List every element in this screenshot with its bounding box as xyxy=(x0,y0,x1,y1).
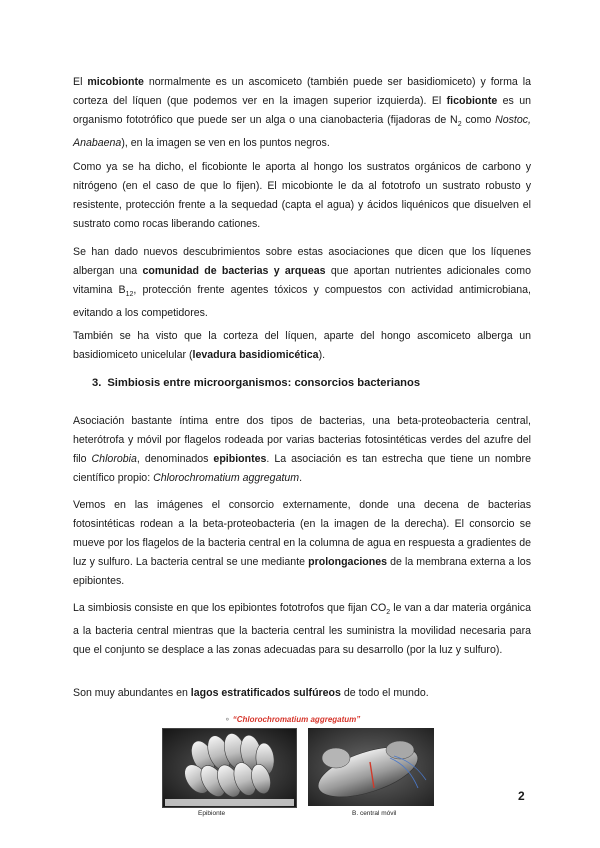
figure-caption-text: “Chlorochromatium aggregatum” xyxy=(232,715,361,724)
paragraph-corteza xyxy=(73,327,531,365)
paragraph-abundantes xyxy=(73,684,531,703)
sem-image-central-bacterium xyxy=(308,728,434,806)
bold-term-prolongaciones: prolongaciones xyxy=(308,556,387,568)
bold-term-ficobionte: ficobionte xyxy=(446,95,498,107)
paragraph-asociacion xyxy=(73,412,531,488)
text-run: que aportan nutrientes adicionales como vitamina B xyxy=(73,265,532,296)
subscript: 2 xyxy=(457,121,462,129)
bold-term-comunidad: comunidad de bacterias y arqueas xyxy=(142,265,326,277)
page-number: 2 xyxy=(518,789,525,803)
italic-genus-names: Nostoc, Anabaena xyxy=(73,114,531,150)
sem-central-bacterium-illustration xyxy=(308,728,434,806)
caption-marker-icon: ⚬ xyxy=(224,715,231,724)
text-run: También se ha visto que la corteza del líquen, aparte del hongo ascomiceto alberga un basidiomiceto unicelular ( xyxy=(73,330,531,361)
text-run: Se han dado nuevos descubrimientos sobre estas asociaciones que dicen que los líquenes albergan una xyxy=(73,246,531,277)
text-run: es un organismo fototrófico que puede ser un alga o una cianobacteria (fijadoras de N xyxy=(73,95,531,126)
text-run: le van a dar materia orgánica a la bacteria central mientras que la bacteria central les suministra la movilidad necesaria para que el conjunto se desplace a las zonas adecuadas para su desarrollo (por la luz y sulfuro). xyxy=(73,602,531,657)
text-run: normalmente es un ascomiceto (también puede ser basidiomiceto) y forma la corteza del líquen (que podemos ver en la imagen superior izquierda). El xyxy=(73,76,531,107)
text-run: La simbiosis consiste en que los epibiontes fototrofos que fijan CO xyxy=(73,602,387,614)
text-run: Asociación bastante íntima entre dos tipos de bacterias, una beta-proteobacteria central, heterótrofa y móvil por flagelos rodeada por varias bacterias fotosintéticas verdes del azufre del filo xyxy=(73,415,531,465)
paragraph-descubrimientos xyxy=(73,243,531,323)
bold-term-micobionte: micobionte xyxy=(87,76,144,88)
label-central-bacterium: B. central móvil xyxy=(352,810,397,817)
paragraph-micobionte xyxy=(73,73,531,153)
text-run: de la membrana externa a los epibiontes. xyxy=(73,556,531,587)
paragraph-simbiosis xyxy=(73,599,531,660)
bold-term-levadura: levadura basidiomicética xyxy=(192,349,319,361)
label-epibionte: Epibionte xyxy=(198,810,226,817)
paragraph-ficobionte-aporta: Como ya se ha dicho, el ficobionte le aporta al hongo los sustratos orgánicos de carbono y nitrógeno (en el caso de que lo fijen). El micobionte le da al fototrofo un sustrato robusto y resistente, protección frente a la sequedad (capta el agua) y ácidos liquénicos que disuelven el sustrato como rocas liberando cationes. xyxy=(73,161,531,230)
section-number: 3. xyxy=(92,377,102,389)
subscript: 2 xyxy=(386,609,391,617)
text-run: Son muy abundantes en xyxy=(73,687,191,699)
consortium-figure xyxy=(162,714,434,817)
text-run: El xyxy=(73,76,88,88)
section-title: Simbiosis entre microorganismos: consorcios bacterianos xyxy=(107,377,421,389)
text-run: . xyxy=(299,472,303,484)
text-run: ). xyxy=(318,349,326,361)
figure-caption xyxy=(224,715,360,724)
bold-term-epibiontes: epibiontes xyxy=(213,453,267,465)
text-run: , protección frente agentes tóxicos y compuestos con actividad antimicrobiana, evitando a los competidores. xyxy=(73,284,531,320)
text-run: de todo el mundo. xyxy=(340,687,429,699)
subscript: 12 xyxy=(125,291,134,299)
sem-image-epibionts xyxy=(162,728,297,808)
paragraph-consorcio xyxy=(73,496,531,591)
text-run: ), en la imagen se ven en los puntos negros. xyxy=(121,137,330,150)
text-run: Vemos en las imágenes el consorcio externamente, donde una decena de bacterias fotosintéticas rodean a la beta-proteobacteria (en la imagen de la derecha). El consorcio se mueve por los flagelos de la bacteria central en la columna de agua en respuesta a gradientes de luz y sulfuro. La bacteria central se une mediante xyxy=(73,499,531,568)
italic-chlorobia: Chlorobia xyxy=(91,453,137,465)
bold-term-lagos: lagos estratificados sulfúreos xyxy=(190,687,341,699)
text-run: , denominados xyxy=(136,453,214,465)
section-heading xyxy=(92,377,420,389)
sem-epibionts-illustration xyxy=(163,729,296,807)
text-run: como xyxy=(461,114,496,126)
italic-scientific-name: Chlorochromatium aggregatum xyxy=(153,472,300,484)
text-run: . La asociación es tan estrecha que tiene un nombre científico propio: xyxy=(73,453,531,484)
